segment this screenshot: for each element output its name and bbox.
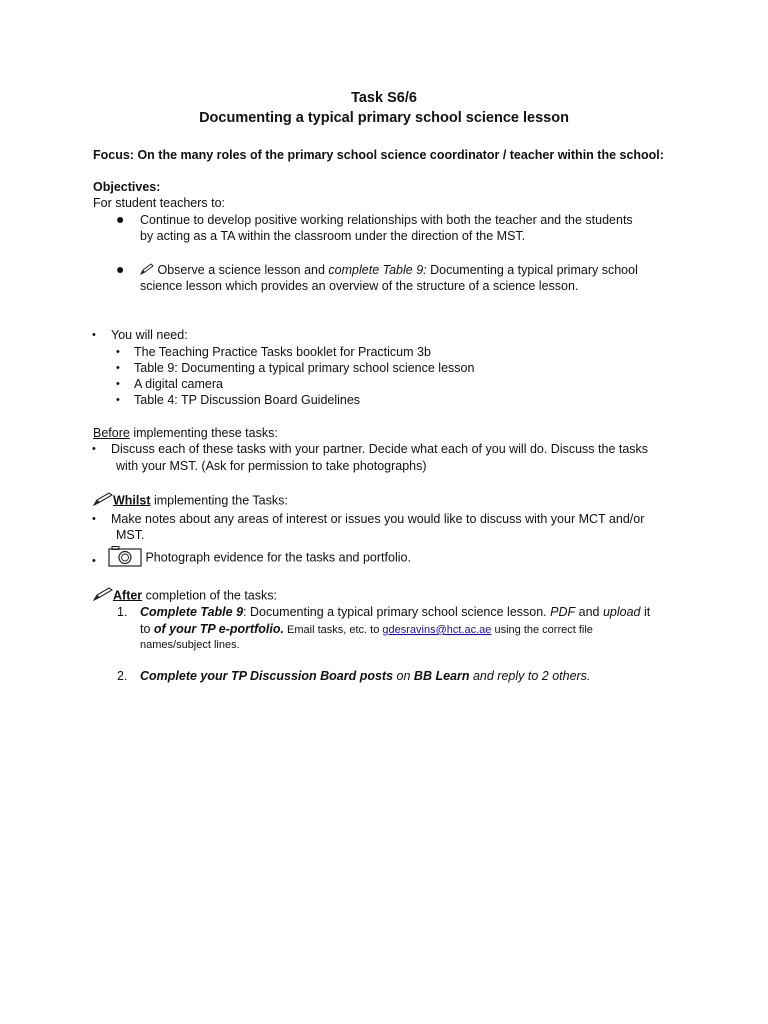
objective-2-line-2: science lesson which provides an overview of the structure of a science lesson.	[140, 279, 579, 293]
bullet: •	[92, 555, 96, 567]
whilst-heading: Whilst implementing the Tasks:	[93, 492, 288, 510]
step-number: 1.	[117, 605, 128, 619]
whilst-item-1-line-1: Make notes about any areas of interest or issues you would like to discuss with your MCT and/or	[111, 512, 645, 526]
need-item: The Teaching Practice Tasks booklet for Practicum 3b	[134, 345, 431, 359]
bullet: •	[116, 378, 120, 390]
bullet: •	[92, 513, 96, 525]
need-heading: You will need:	[111, 328, 188, 342]
need-item: Table 4: TP Discussion Board Guidelines	[134, 393, 361, 407]
objective-1-line-2: by acting as a TA within the classroom under the direction of the MST.	[140, 229, 526, 243]
bullet: •	[116, 362, 120, 374]
after-step-1-line-3: names/subject lines.	[140, 639, 240, 651]
bullet: ●	[116, 261, 125, 277]
pencil-icon	[93, 587, 113, 605]
objective-2-line-1: Observe a science lesson and complete Table 9: Documenting a typical primary school	[140, 262, 638, 279]
bullet: •	[92, 329, 96, 341]
bullet: •	[92, 443, 96, 455]
camera-icon	[108, 545, 142, 571]
after-step-1-line-2: to of your TP e-portfolio. Email tasks, etc. to gdesravins@hct.ac.ae using the correct file	[140, 622, 593, 636]
task-subtitle: Documenting a typical primary school science lesson	[199, 110, 569, 126]
bullet: •	[116, 346, 120, 358]
objectives-heading: Objectives:	[93, 180, 161, 194]
after-heading: After completion of the tasks:	[93, 587, 277, 605]
objective-1-line-1: Continue to develop positive working relationships with both the teacher and the students	[140, 213, 633, 227]
task-title: Task S6/6	[351, 90, 417, 106]
step-number: 2.	[117, 669, 128, 683]
need-item: A digital camera	[134, 377, 223, 391]
bullet: ●	[116, 211, 125, 227]
before-line-2: with your MST. (Ask for permission to take photographs)	[116, 459, 427, 473]
focus-line: Focus: On the many roles of the primary school science coordinator / teacher within the school:	[93, 148, 664, 162]
pencil-icon	[93, 492, 113, 510]
pencil-icon	[140, 263, 154, 279]
bullet: •	[116, 394, 120, 406]
need-item: Table 9: Documenting a typical primary school science lesson	[134, 361, 475, 375]
whilst-item-2: Photograph evidence for the tasks and portfolio.	[108, 545, 411, 571]
after-step-1-line-1: Complete Table 9: Documenting a typical primary school science lesson. PDF and upload it	[140, 605, 651, 619]
email-link[interactable]: gdesravins@hct.ac.ae	[382, 624, 492, 636]
after-step-2: Complete your TP Discussion Board posts on BB Learn and reply to 2 others.	[140, 669, 591, 683]
before-heading: Before implementing these tasks:	[93, 426, 278, 440]
whilst-item-1-line-2: MST.	[116, 528, 145, 542]
objectives-intro: For student teachers to:	[93, 196, 226, 210]
before-line-1: Discuss each of these tasks with your partner. Decide what each of you will do. Discuss the tasks	[111, 442, 649, 456]
